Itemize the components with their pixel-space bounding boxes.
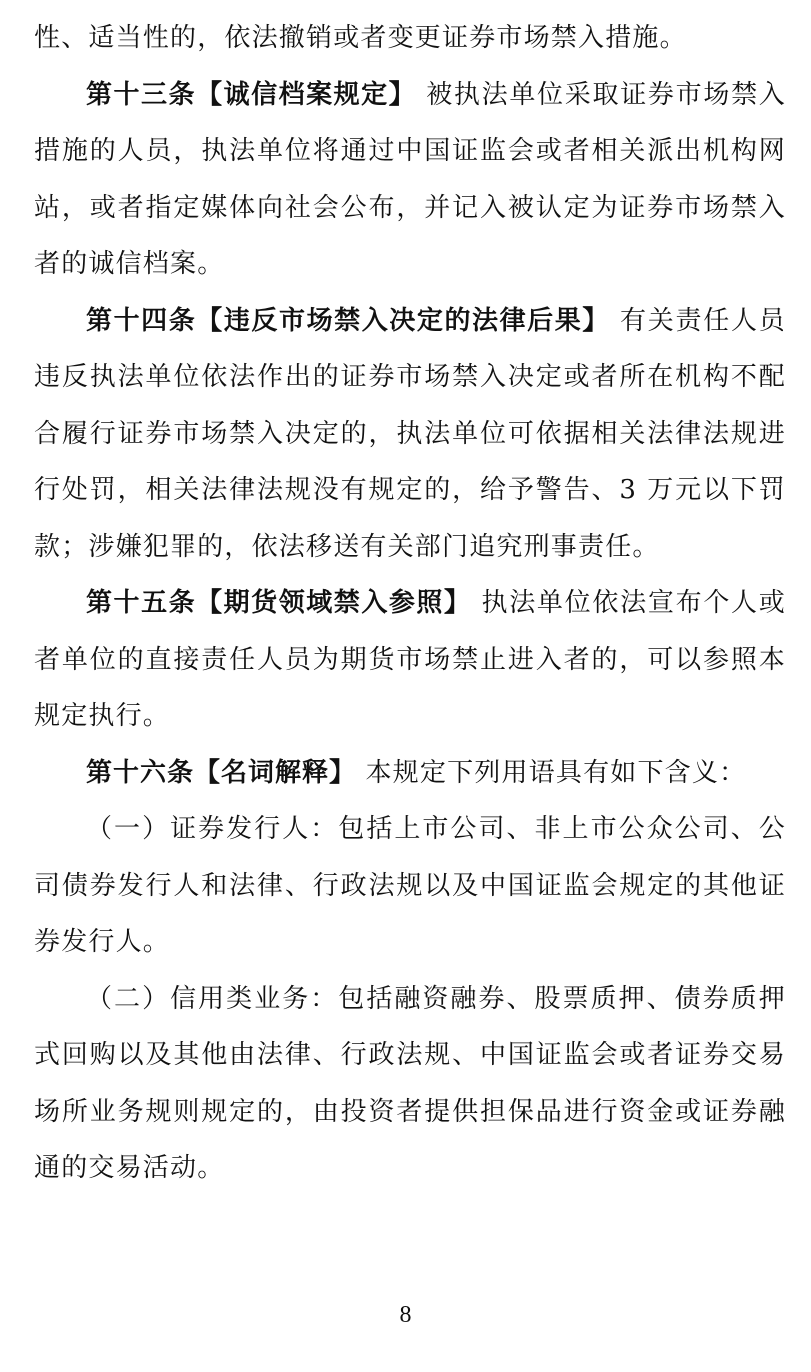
paragraph-continuation bbox=[34, 10, 786, 67]
article-heading: 第十三条【诚信档案规定】 bbox=[86, 79, 417, 110]
article-heading: 第十六条【名词解释】 bbox=[86, 757, 357, 788]
article-heading: 第十五条【期货领域禁入参照】 bbox=[86, 588, 472, 618]
article-16 bbox=[34, 745, 786, 802]
paragraph-text: 有关责任人员违反执法单位依法作出的证券市场禁入决定或者所在机构不配合履行证券市场禁入决定的，执法单位可依据相关法律法规进行处罚，相关法律法规没有规定的，给予警告、3 万元以下罚款；涉嫌犯罪的，依法移送有关部门追究刑事责任。 bbox=[34, 305, 787, 562]
paragraph-text: （一）证券发行人：包括上市公司、非上市公众公司、公司债券发行人和法律、行政法规以及中国证监会规定的其他证券发行人。 bbox=[34, 814, 786, 957]
definition-item-1 bbox=[34, 801, 786, 971]
article-13 bbox=[34, 67, 786, 293]
article-15 bbox=[34, 575, 786, 745]
article-14 bbox=[34, 293, 786, 576]
paragraph-text: 被执法单位采取证券市场禁入措施的人员，执法单位将通过中国证监会或者相关派出机构网站，或者指定媒体向社会公布，并记入被认定为证券市场禁入者的诚信档案。 bbox=[34, 79, 786, 279]
paragraph-text: （二）信用类业务：包括融资融券、股票质押、债券质押式回购以及其他由法律、行政法规、中国证监会或者证券交易场所业务规则规定的，由投资者提供担保品进行资金或证券融通的交易活动。 bbox=[34, 983, 786, 1183]
paragraph-text: 本规定下列用语具有如下含义： bbox=[365, 757, 747, 788]
document-body bbox=[34, 10, 786, 1197]
definition-item-2 bbox=[34, 971, 786, 1197]
paragraph-text: 性、适当性的，依法撤销或者变更证券市场禁入措施。 bbox=[34, 23, 687, 53]
paragraph-text: 执法单位依法宣布个人或者单位的直接责任人员为期货市场禁止进入者的，可以参照本规定执行。 bbox=[34, 588, 786, 731]
page-number: 8 bbox=[399, 1302, 412, 1328]
article-heading: 第十四条【违反市场禁入决定的法律后果】 bbox=[86, 305, 610, 336]
